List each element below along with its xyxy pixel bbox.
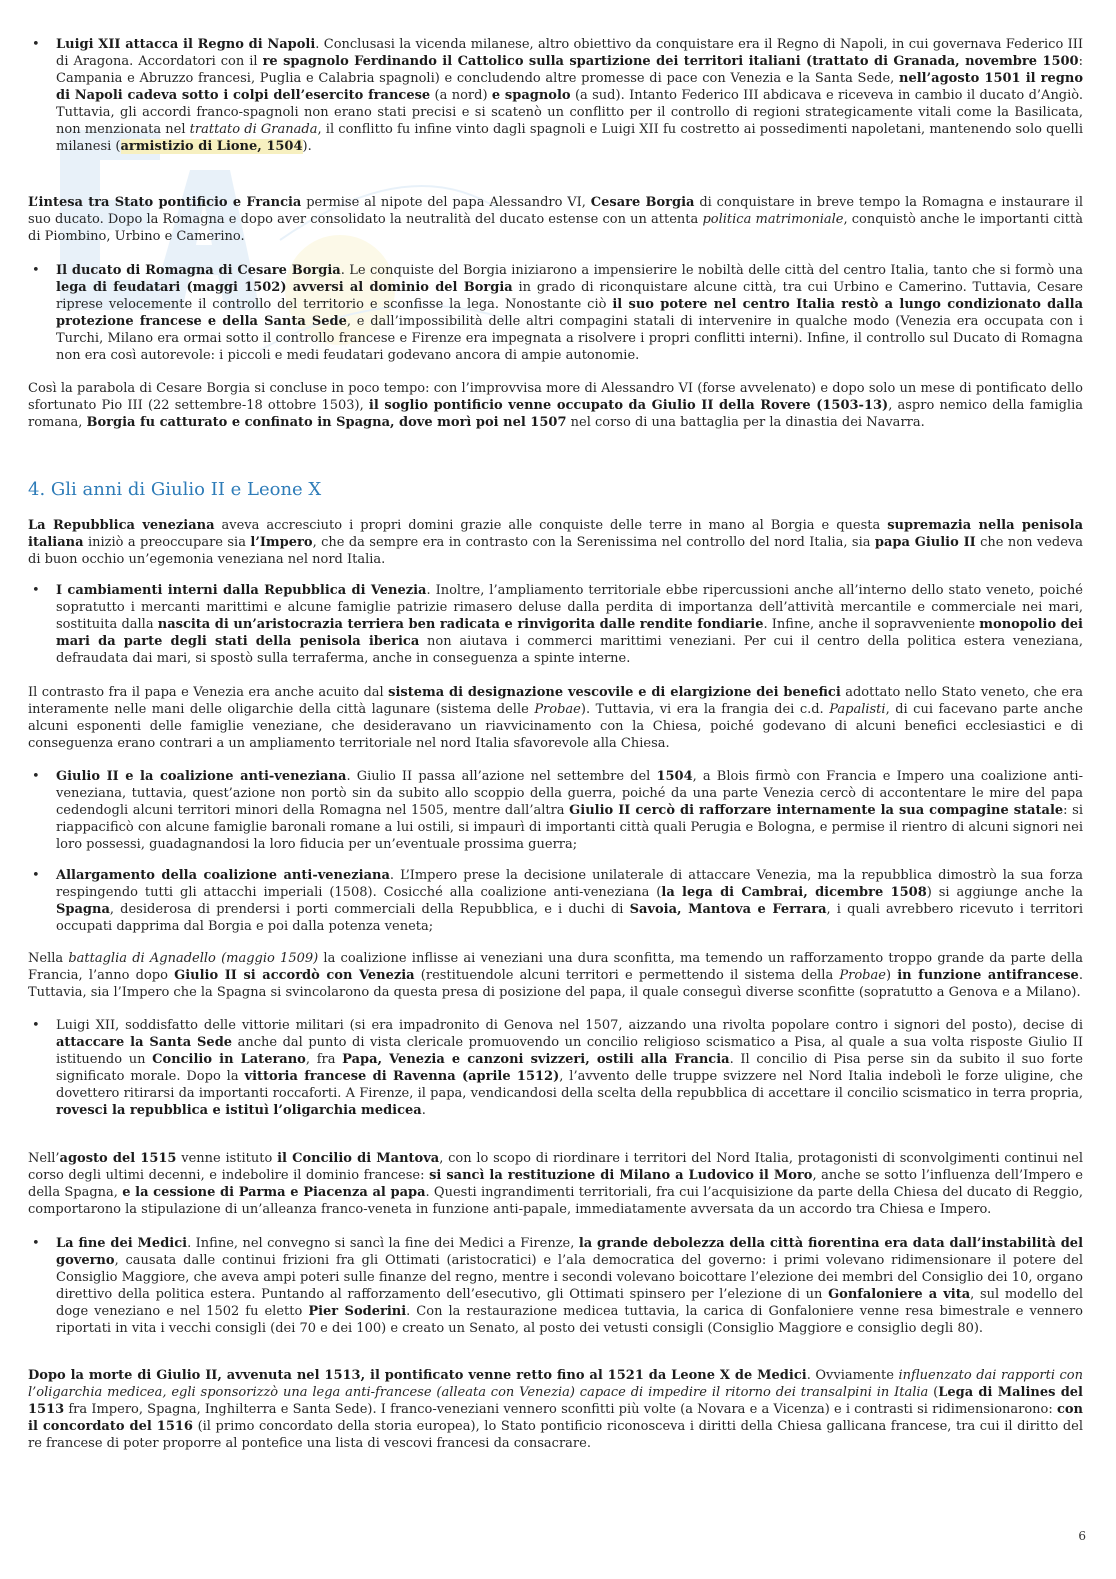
bold-text: sistema di designazione vescovile e di elargizione dei benefici bbox=[388, 685, 841, 700]
bold-text: in funzione antifrancese bbox=[897, 968, 1079, 983]
text: , l’avvento delle truppe svizzere nel Nord Italia indebolì le forze uligine, che dovettero ritirarsi da importanti roccaforti. A Firenze, il papa, vendicandosi della scelta della repubblica di accettare il concilio scismatico in terra propria, bbox=[56, 1069, 1083, 1101]
bold-text: Il ducato di Romagna di Cesare Borgia bbox=[56, 263, 341, 278]
text: permise al nipote del papa Alessandro VI, bbox=[301, 195, 591, 210]
text: anche dal punto di vista clericale promuovendo un concilio religioso scismatico a Pisa, al quale a sua volta risposte Giulio II istituendo un bbox=[56, 1035, 1083, 1067]
text: ) si aggiunge anche la bbox=[926, 885, 1083, 900]
bullet-romagna bbox=[32, 262, 1083, 364]
bold-text: e spagnolo bbox=[491, 88, 571, 103]
text: ). bbox=[302, 139, 312, 154]
bold-text: Papa, Venezia e canzoni svizzeri, ostili alla Francia bbox=[342, 1052, 730, 1067]
text: . Inoltre, l’ampliamento territoriale ebbe ripercussioni anche all’interno dello stato veneto, poiché sopratutto i mercanti marittimi e alcune famiglie patrizie rimasero deluse dalla perdita di importanza dell’attività mercantile e commerciale nei mari, sostituita dalla bbox=[56, 583, 1084, 632]
bold-text: l’Impero bbox=[250, 535, 313, 550]
paragraph-intesa bbox=[28, 194, 1083, 245]
bullet-marker: • bbox=[32, 1236, 40, 1251]
text: nel corso di una battaglia per la dinastia dei Navarra. bbox=[566, 415, 925, 430]
text: : Campania e Abruzzo francesi, Puglia e Calabria spagnoli) e concludendo altre promesse di pace con Venezia e la Santa Sede, bbox=[56, 54, 1083, 86]
bullet-coalizione bbox=[32, 768, 1083, 853]
bold-text: Giulio II e la coalizione anti-veneziana bbox=[56, 769, 347, 784]
text: , desiderosa di prendersi i porti commerciali della Repubblica, e i duchi di bbox=[109, 902, 630, 917]
bold-text: Giulio II si accordò con Venezia bbox=[174, 968, 415, 983]
text: ) bbox=[885, 968, 898, 983]
bold-text: il suo potere nel centro Italia restò a lungo condizionato dalla protezione francese e della Santa Sede bbox=[56, 297, 1083, 329]
bold-text: Concilio in Laterano bbox=[152, 1052, 306, 1067]
italic-text: politica matrimoniale bbox=[702, 212, 844, 227]
bold-text: Lega di Malines del 1513 bbox=[28, 1385, 1083, 1417]
text: Così la parabola di Cesare Borgia si concluse in poco tempo: con l’improvvisa more di Alessandro VI (forse avvelenato) e dopo solo un mese di pontificato dello sfortunato Pio III (22 settembre-18 ottobre 1503), bbox=[28, 381, 1083, 413]
bold-text: Pier Soderini bbox=[308, 1304, 407, 1319]
page-number: 6 bbox=[1078, 1529, 1086, 1543]
bold-text: vittoria francese di Ravenna (aprile 1512) bbox=[244, 1069, 560, 1084]
text: , anche se sotto l’influenza dell’Impero e della Spagna, bbox=[28, 1168, 1083, 1200]
bold-text: I cambiamenti interni dalla Repubblica di Venezia bbox=[56, 583, 427, 598]
bullet-marker: • bbox=[32, 583, 40, 598]
text: , che da sempre era in contrasto con la Serenissima nel controllo del nord Italia, sia bbox=[312, 535, 875, 550]
text: Luigi XII, soddisfatto delle vittorie militari (si era impadronito di Genova nel 1507, aizzando una rivolta popolare contro i signori del posto), decise di bbox=[56, 1018, 1083, 1033]
text: : si riappacificò con alcune famiglie baronali romane a lui ostili, si impaurì di importanti città quali Perugia e Bologna, e permise il rientro di alcuni signori nei loro possessi, guadagnandosi la loro fiducia per un’eventuale prossima guerra; bbox=[56, 803, 1083, 852]
bold-text: si sancì la restituzione di Milano a Ludovico il Moro bbox=[429, 1168, 813, 1183]
text: (restituendole alcuni territori e permettendo il sistema della bbox=[414, 968, 840, 983]
text: , i quali avrebbero ricevuto i territori occupati dapprima dal Borgia e poi dalla potenza veneta; bbox=[56, 902, 1083, 934]
text: aveva accresciuto i propri domini grazie alle conquiste delle terre in mano al Borgia e questa bbox=[214, 518, 888, 533]
italic-text: influenzato dai rapporti con l’oligarchia medicea, egli sponsorizzò una lega anti-francese (alleata con Venezia) capace di impedire il ritorno dei transalpini in Italia bbox=[28, 1368, 1084, 1400]
paragraph-repubblica bbox=[28, 517, 1083, 568]
bullet-napoli bbox=[32, 36, 1084, 155]
bold-text: Gonfaloniere a vita bbox=[828, 1287, 971, 1302]
bold-text: supremazia nella penisola italiana bbox=[28, 518, 1083, 550]
text: Nell’ bbox=[28, 1151, 60, 1166]
text: Nella bbox=[28, 951, 69, 966]
bullet-cambiamenti bbox=[32, 582, 1084, 667]
text: (a nord) bbox=[430, 88, 492, 103]
bold-text: nascita di un’aristocrazia terriera ben radicata e rinvigorita dalle rendite fondiarie bbox=[157, 617, 764, 632]
paragraph-leone bbox=[28, 1367, 1083, 1452]
text: (a sud). Intanto Federico III abdicava e riceveva in cambio il ducato d’Angiò. Tuttavia, gli accordi franco-spagnoli non erano stati precisi e si scatenò un conflitto per il controllo di regioni strategicamente vitali come la Basilicata, non menzionata nel bbox=[56, 88, 1084, 137]
bold-text: Spagna bbox=[56, 902, 110, 917]
text: . Giulio II passa all’azione nel settembre del bbox=[346, 769, 657, 784]
bold-text: il Concilio di Mantova bbox=[277, 1151, 440, 1166]
text: Il contrasto fra il papa e Venezia era anche acuito dal bbox=[28, 685, 389, 700]
bullet-marker: • bbox=[32, 37, 40, 52]
paragraph-agnadello bbox=[28, 950, 1083, 1001]
text: . bbox=[421, 1103, 426, 1118]
bold-text: la grande debolezza della città fiorentina era data dall’instabilità del governo bbox=[56, 1236, 1084, 1268]
bold-text: lega di feudatari (maggi 1502) avversi al dominio del Borgia bbox=[56, 280, 513, 295]
text: , causata dalle continui frizioni fra gli Ottimati (aristocratici) e l’ala democratica del governo: i primi volevano ridimensionare il potere del Consiglio Maggiore, che aveva ampi poteri sulle finanze del regno, mentre i secondi volevano boicottare l’elezione dei membri del Consiglio dei 10, organo direttivo della politica estera. Puntando al rafforzamento dell’esecutivo, gli Ottimati spinsero per l’elezione di un bbox=[56, 1253, 1083, 1302]
bold-text: il soglio pontificio venne occupato da Giulio II della Rovere (1503-13) bbox=[368, 398, 889, 413]
bullet-marker: • bbox=[32, 263, 40, 278]
bold-text: La fine dei Medici bbox=[56, 1236, 188, 1251]
section-heading: 4. Gli anni di Giulio II e Leone X bbox=[28, 479, 322, 500]
bold-text: Luigi XII attacca il Regno di Napoli bbox=[56, 37, 316, 52]
bold-text: monopolio dei mari da parte degli stati della penisola iberica bbox=[56, 617, 1083, 649]
text: la coalizione inflisse ai veneziani una dura sconfitta, ma temendo un rafforzamento troppo grande da parte della Francia, l’anno dopo bbox=[28, 951, 1083, 983]
bold-text: rovesci la repubblica e istituì l’oligarchia medicea bbox=[56, 1103, 422, 1118]
italic-text: Papalisti bbox=[829, 702, 886, 717]
paragraph-parabola bbox=[28, 380, 1083, 431]
text: , e dall’impossibilità delle altri compagini statali di intervenire in qualche modo (Venezia era occupata con i Turchi, Milano era ormai sotto il controllo francese e Firenze era impegnata a risolvere i propri conflitti interni). Infine, il controllo sul Ducato di Romagna non era così autorevole: i piccoli e medi feudatari godevano ancora di ampie autonomie. bbox=[56, 314, 1083, 363]
italic-text: Probae bbox=[839, 968, 886, 983]
bullet-luigi bbox=[32, 1017, 1083, 1119]
text: di conquistare in breve tempo la Romagna e instaurare il suo ducato. Dopo la Romagna e dopo aver consolidato la neutralità del ducato estense con un attenta bbox=[28, 195, 1084, 227]
paragraph-mantova bbox=[28, 1150, 1083, 1218]
bold-text: papa Giulio II bbox=[874, 535, 976, 550]
text: (il primo concordato della storia europea), lo Stato pontificio riconosceva i diritti della Chiesa gallicana francese, tra cui il diritto del re francese di poter proporre al pontefice una lista di vescovi francesi da consacrare. bbox=[28, 1419, 1083, 1451]
bullet-marker: • bbox=[32, 868, 40, 883]
text: , a Blois firmò con Francia e Impero una coalizione anti-veneziana, tuttavia, quest’azione non portò sin da subito allo scoppio della guerra, poiché da una parte Venezia cercò di accontentare le mire del papa cedendogli alcuni territori minori della Romagna nel 1505, mentre dall’altra bbox=[56, 769, 1083, 818]
bullet-marker: • bbox=[32, 769, 40, 784]
bold-text: armistizio di Lione, 1504 bbox=[120, 139, 303, 154]
text: che non vedeva di buon occhio un’egemonia veneziana nel nord Italia. bbox=[28, 535, 1084, 567]
bold-text: e la cessione di Parma e Piacenza al papa bbox=[122, 1185, 426, 1200]
bold-text: Savoia, Mantova e Ferrara bbox=[629, 902, 827, 917]
bold-text: Dopo la morte di Giulio II, avvenuta nel 1513, il pontificato venne retto fino al 1521 da Leone X de Medici bbox=[28, 1368, 807, 1383]
paragraph-contrasto bbox=[28, 684, 1083, 752]
bold-text: con il concordato del 1516 bbox=[28, 1402, 1083, 1434]
bold-text: la lega di Cambrai, dicembre 1508 bbox=[661, 885, 927, 900]
text: . L’Impero prese la decisione unilaterale di attaccare Venezia, ma la repubblica dimostrò la sua forza respingendo tutti gli attacchi imperiali (1508). Cosicché alla coalizione anti-veneziana ( bbox=[56, 868, 1083, 900]
bullet-allargamento bbox=[32, 867, 1083, 935]
text: . Le conquiste del Borgia iniziarono a impensierire le nobiltà delle città del centro Italia, tanto che si formò una bbox=[340, 263, 1083, 278]
italic-text: Probae bbox=[534, 702, 581, 717]
bold-text: Borgia fu catturato e confinato in Spagna, dove morì poi nel 1507 bbox=[86, 415, 567, 430]
text: . Conclusasi la vicenda milanese, altro obiettivo da conquistare era il Regno di Napoli, in cui governava Federico III di Aragona. Accordatori con il bbox=[56, 37, 1083, 69]
text: . Il concilio di Pisa perse sin da subito il suo forte significato morale. Dopo la bbox=[56, 1052, 1083, 1084]
text: , di cui facevano parte anche alcuni esponenti delle famiglie veneziane, che desideravano un riavvicinamento con la Chiesa, poiché godevano di alcuni benefici ecclesiastici e di conseguenza erano contrari a un ampliamento territoriale nel nord Italia sfavorevole alla Chiesa. bbox=[28, 702, 1083, 751]
text: , aspro nemico della famiglia romana, bbox=[28, 398, 1083, 430]
text: , sul modello del doge veneziano e nel 1502 fu eletto bbox=[56, 1287, 1083, 1319]
text: , con lo scopo di riordinare i territori del Nord Italia, protagonisti di sconvolgimenti continui nel corso degli ultimi decenni, e indebolire il dominio francese: bbox=[28, 1151, 1083, 1183]
bold-text: re spagnolo Ferdinando il Cattolico sulla spartizione dei territori italiani (trattato di Granada, novembre 1500 bbox=[262, 54, 1079, 69]
text: venne istituto bbox=[176, 1151, 278, 1166]
bold-text: La Repubblica veneziana bbox=[28, 518, 215, 533]
text: iniziò a preoccupare sia bbox=[83, 535, 251, 550]
italic-text: trattato di Granada bbox=[189, 122, 318, 137]
bold-text: Giulio II cercò di rafforzare internamente la sua compagine statale bbox=[569, 803, 1064, 818]
text: fra Impero, Spagna, Inghilterra e Santa Sede). I franco-veneziani vennero sconfitti più volte (a Novara e a Vicenza) e i contrasti si ridimensionarono: bbox=[64, 1402, 1057, 1417]
text: . Infine, anche il sopravveniente bbox=[763, 617, 980, 632]
text: in grado di riconquistare alcune città, tra cui Urbino e Camerino. Tuttavia, Cesare riprese velocemente il controllo del territorio e sconfisse la lega. Nonostante ciò bbox=[56, 280, 1083, 312]
text: . Questi ingrandimenti territoriali, fra cui l’acquisizione da parte della Chiesa del ducato di Reggio, comportarono la stipulazione di un’alleanza franco-veneta in funzione anti-papale, immediatamente avversata da un accordo tra Chiesa e Impero. bbox=[28, 1185, 1083, 1217]
text: ( bbox=[928, 1385, 939, 1400]
text: . Tuttavia, sia l’Impero che la Spagna si svincolarono da questa presa di posizione del papa, il quale conseguì diverse sconfitte (sopratutto a Genova e a Milano). bbox=[28, 968, 1083, 1000]
bold-text: nell’agosto 1501 il regno di Napoli cadeva sotto i colpi dell’esercito francese bbox=[56, 71, 1084, 103]
text: ). Tuttavia, vi era la frangia dei c.d. bbox=[580, 702, 830, 717]
italic-text: battaglia di Agnadello (maggio 1509) bbox=[68, 951, 319, 966]
bold-text: 1504 bbox=[656, 769, 693, 784]
bold-text: L’intesa tra Stato pontificio e Francia bbox=[28, 195, 302, 210]
bold-text: Cesare Borgia bbox=[590, 195, 695, 210]
text: . Con la restaurazione medicea tuttavia, la carica di Gonfaloniere venne resa bimestrale e vennero riportati in vita i vecchi consigli (dei 70 e dei 100) e creato un Senato, al posto dei vetusti consigli (Consiglio Maggiore e consiglio degli 80). bbox=[56, 1304, 1084, 1336]
bullet-marker: • bbox=[32, 1018, 40, 1033]
text: , il conflitto fu infine vinto dagli spagnoli e Luigi XII fu costretto ai possedimenti napoletani, mantenendo solo quelli milanesi ( bbox=[56, 122, 1083, 154]
bold-text: Allargamento della coalizione anti-veneziana bbox=[56, 868, 390, 883]
bullet-medici bbox=[32, 1235, 1084, 1337]
bold-text: attaccare la Santa Sede bbox=[56, 1035, 233, 1050]
bold-text: agosto del 1515 bbox=[59, 1151, 177, 1166]
text: . Infine, nel convegno si sancì la fine dei Medici a Firenze, bbox=[187, 1236, 579, 1251]
text: non aiutava i commerci marittimi veneziani. Per cui il centro della politica estera veneziana, defraudata dai mari, si spostò sulla terraferma, anche in conseguenza a spinte interne. bbox=[56, 634, 1084, 666]
text: , conquistò anche le importanti città di Piombino, Urbino e Camerino. bbox=[28, 212, 1083, 244]
text: . Ovviamente bbox=[806, 1368, 899, 1383]
text: adottato nello Stato veneto, che era interamente nelle mani delle oligarchie della città lagunare (sistema delle bbox=[28, 685, 1083, 717]
text: , fra bbox=[305, 1052, 343, 1067]
